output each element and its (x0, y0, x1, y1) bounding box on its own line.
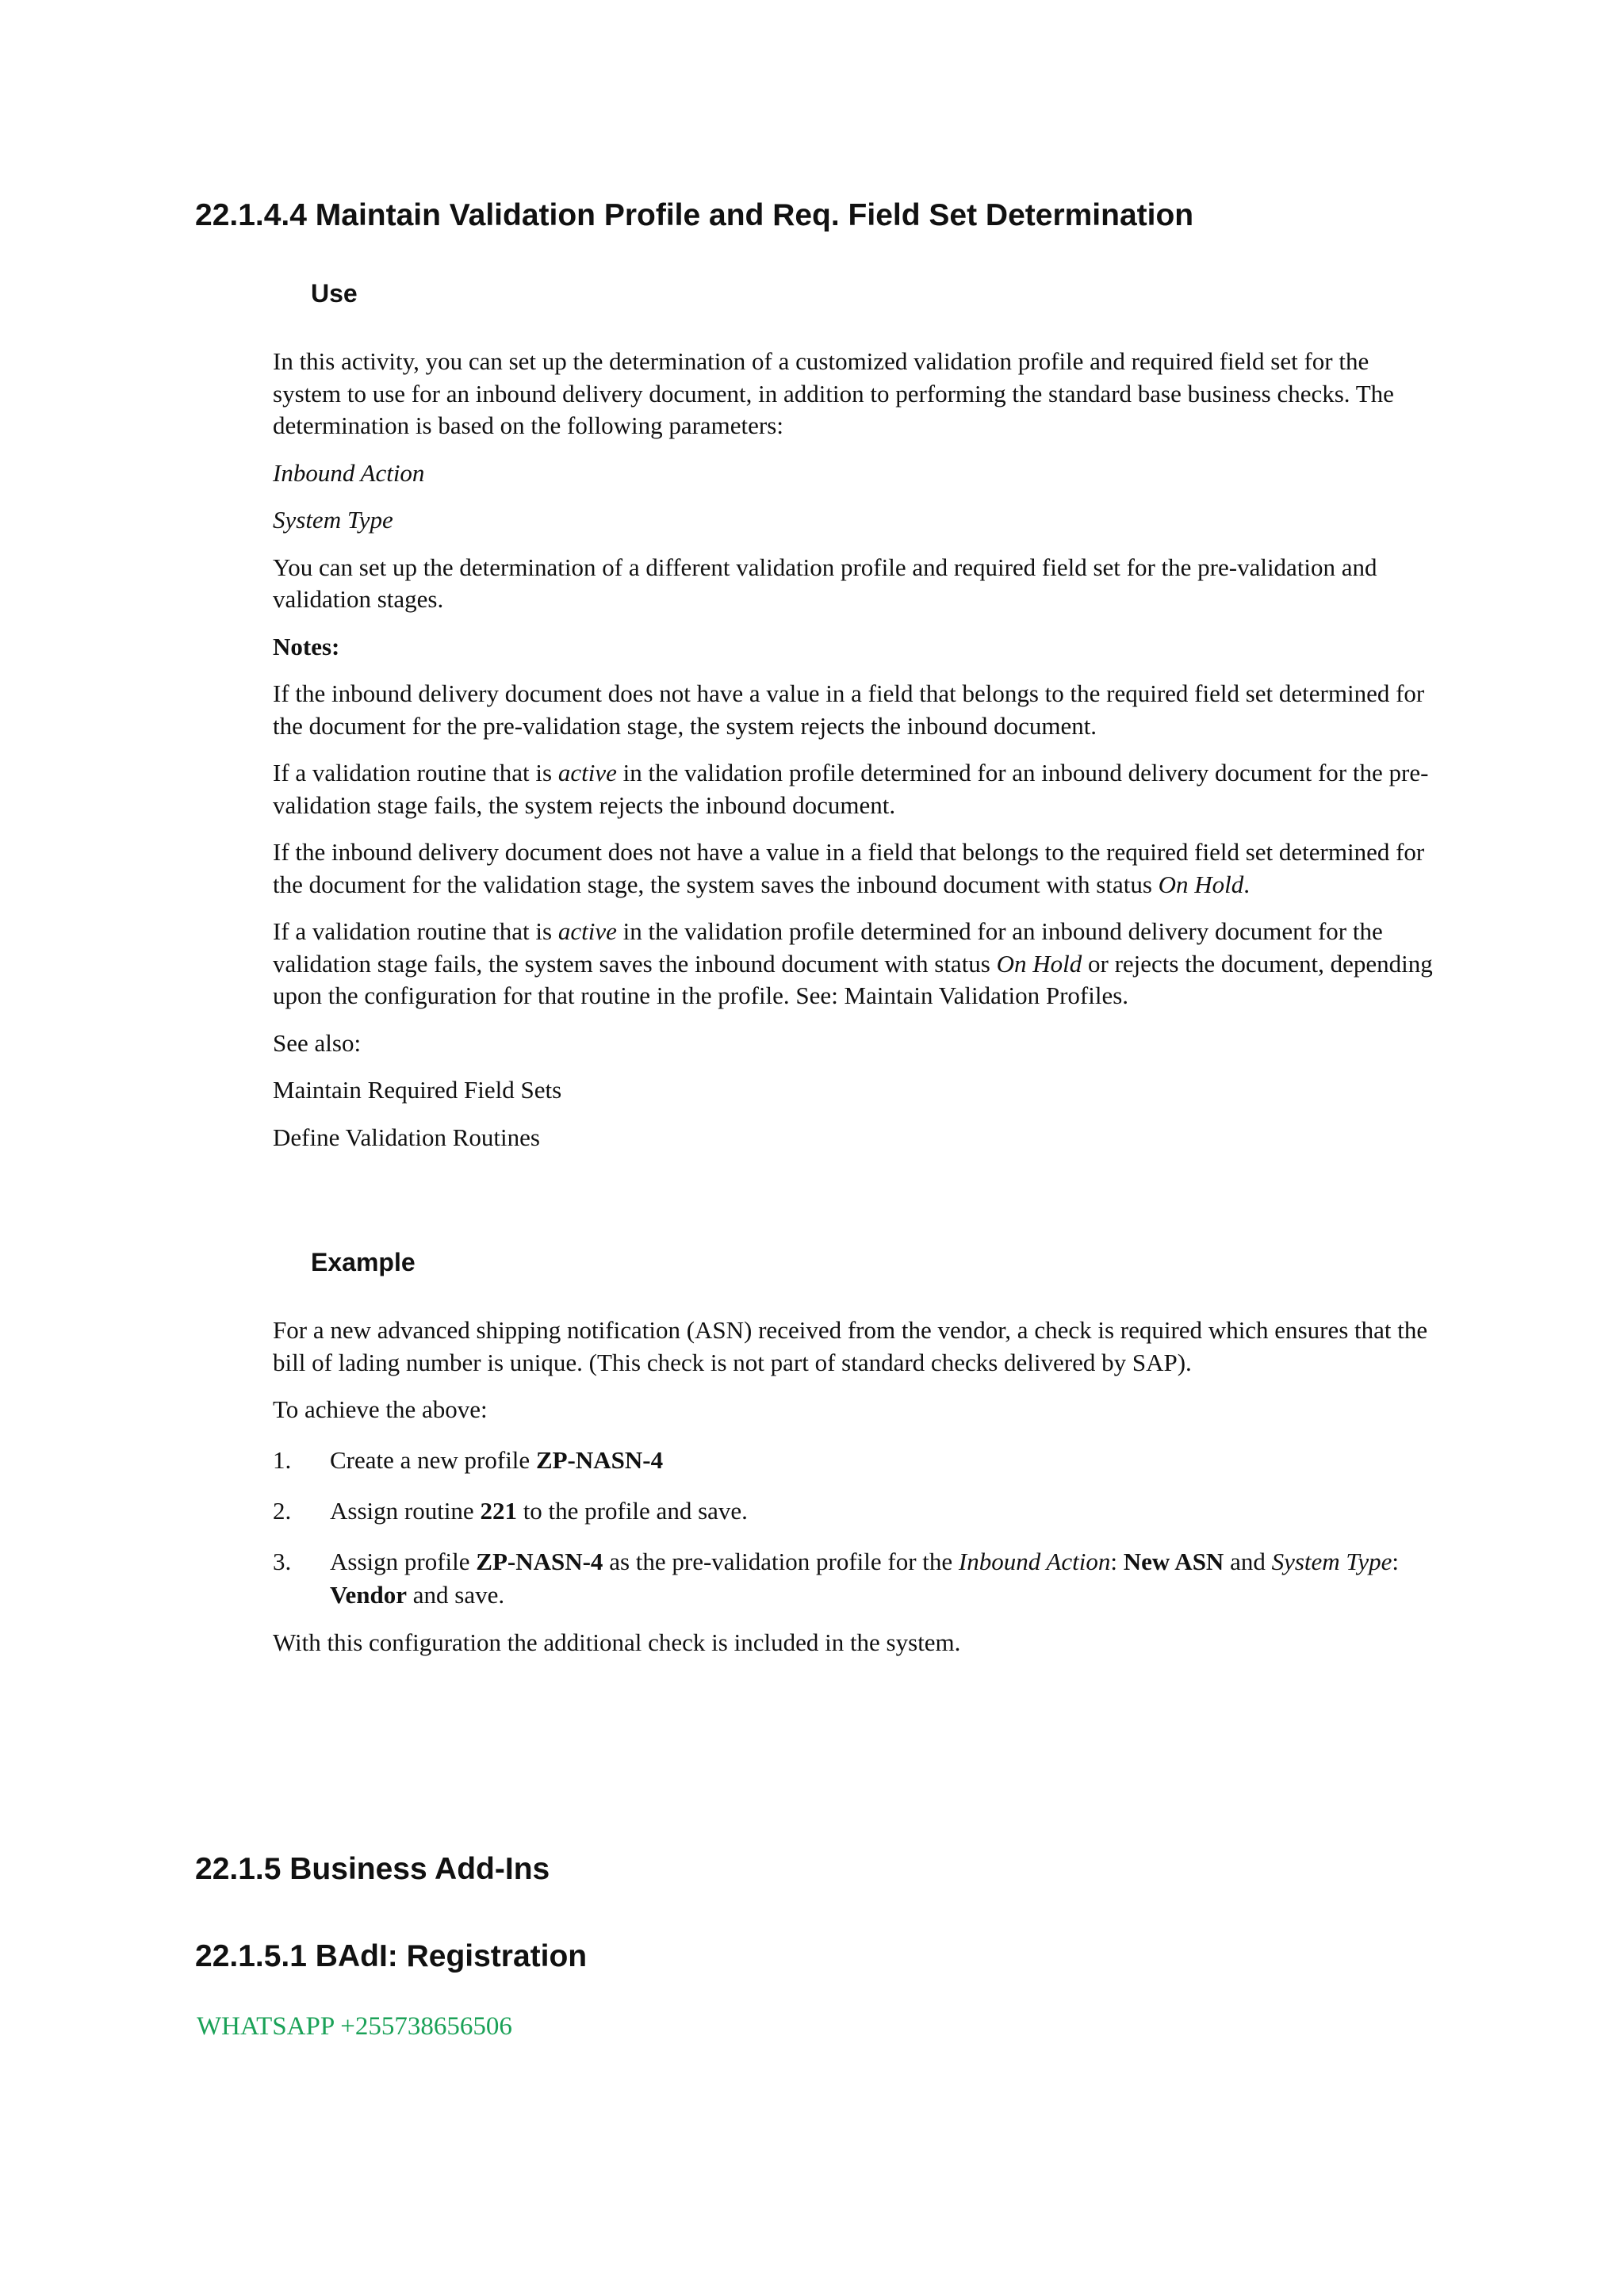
note-4: If a validation routine that is active in the validation profile determined for an inbound delivery document for the validation stage fails, the system saves the inbound document with status On Hold or rejects the document, depending upon the configuration for that routine in the profile. See: Maintain Validation Profiles. (273, 917, 1433, 1009)
list-item: 3. Assign profile ZP-NASN-4 as the pre-validation profile for the Inbound Action: New ASN and System Type: Vendor and save. (273, 1547, 1400, 1609)
list-item: 2. Assign routine 221 to the profile and save. (273, 1496, 748, 1525)
list-item: 1. Create a new profile ZP-NASN-4 (273, 1445, 664, 1474)
see-also-label: See also: (273, 1028, 362, 1057)
parameter-inbound-action: Inbound Action (273, 458, 425, 487)
note-1: If the inbound delivery document does not have a value in a field that belongs to the required field set determined for the document for the pre-validation stage, the system rejects the inbound document. (273, 679, 1425, 740)
whatsapp-contact: WHATSAPP +255738656506 (197, 2012, 512, 2041)
closing-paragraph: With this configuration the additional check is included in the system. (273, 1628, 961, 1656)
note-2: If a validation routine that is active in the validation profile determined for an inbound delivery document for the pre-validation stage fails, the system rejects the inbound document. (273, 759, 1429, 819)
intro-paragraph: In this activity, you can set up the determination of a customized validation profile and required field set for the system to use for an inbound delivery document, in addition to performing the standard base business checks. The determination is based on the following parameters: (273, 347, 1394, 439)
example-paragraph: For a new advanced shipping notification (ASN) received from the vendor, a check is required which ensures that the bill of lading number is unique. (This check is not part of standard checks delivered by SAP). (273, 1316, 1428, 1376)
section-title-22-1-4-4: 22.1.4.4 Maintain Validation Profile and Req. Field Set Determination (195, 198, 1194, 232)
example-body (273, 1314, 1438, 1659)
achieve-paragraph: To achieve the above: (273, 1395, 488, 1423)
notes-label: Notes: (273, 632, 340, 660)
note-3: If the inbound delivery document does not have a value in a field that belongs to the required field set determined for the document for the validation stage, the system saves the inbound document with status On Hold. (273, 838, 1425, 898)
see-also-required-field-sets: Maintain Required Field Sets (273, 1076, 562, 1104)
use-body (273, 346, 1438, 1154)
steps-list (273, 1444, 1438, 1612)
use-heading: Use (311, 279, 358, 308)
example-heading: Example (311, 1248, 416, 1276)
stages-paragraph: You can set up the determination of a different validation profile and required field set for the pre-validation and validation stages. (273, 553, 1377, 613)
parameter-system-type: System Type (273, 506, 393, 534)
see-also-validation-routines: Define Validation Routines (273, 1123, 540, 1151)
section-title-22-1-5: 22.1.5 Business Add-Ins (195, 1852, 550, 1886)
section-title-22-1-5-1: 22.1.5.1 BAdI: Registration (195, 1939, 588, 1973)
